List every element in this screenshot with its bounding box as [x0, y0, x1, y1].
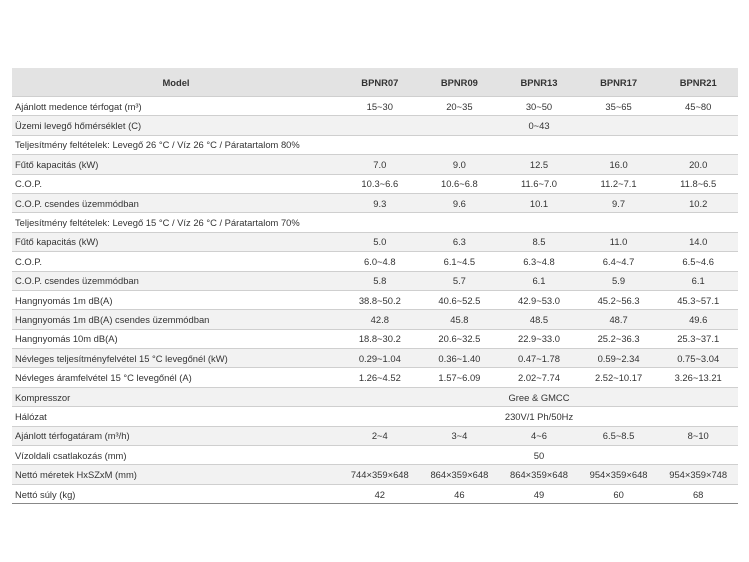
row-value: 5.9 — [579, 271, 659, 290]
table-row — [12, 232, 738, 251]
table-row — [12, 193, 738, 212]
row-value: 2.52~10.17 — [579, 368, 659, 387]
row-value: 6.5~4.6 — [658, 252, 738, 271]
table-row — [12, 310, 738, 329]
row-value: 38.8~50.2 — [340, 290, 420, 309]
table-row — [12, 407, 738, 426]
section-title: Teljesítmény feltételek: Levegő 15 °C / Víz 26 °C / Páratartalom 70% — [12, 213, 738, 232]
row-value: 60 — [579, 484, 659, 503]
row-value: 42.9~53.0 — [499, 290, 579, 309]
row-value: 35~65 — [579, 97, 659, 116]
row-value: 45.3~57.1 — [658, 290, 738, 309]
row-value: 20.0 — [658, 155, 738, 174]
row-value-shared: 0~43 — [340, 116, 738, 135]
row-value: 45~80 — [658, 97, 738, 116]
row-label: Ajánlott térfogatáram (m³/h) — [12, 426, 340, 445]
row-value: 1.26~4.52 — [340, 368, 420, 387]
row-label: C.O.P. csendes üzemmódban — [12, 193, 340, 212]
table-row — [12, 465, 738, 484]
row-value: 0.75~3.04 — [658, 349, 738, 368]
row-value: 20.6~32.5 — [420, 329, 500, 348]
row-label: C.O.P. — [12, 174, 340, 193]
row-label: Nettó méretek HxSZxM (mm) — [12, 465, 340, 484]
table-row — [12, 116, 738, 135]
row-value: 5.8 — [340, 271, 420, 290]
row-value: 10.6~6.8 — [420, 174, 500, 193]
row-value: 864×359×648 — [499, 465, 579, 484]
row-value: 8.5 — [499, 232, 579, 251]
row-value: 30~50 — [499, 97, 579, 116]
row-value: 2~4 — [340, 426, 420, 445]
row-value: 6.4~4.7 — [579, 252, 659, 271]
row-value: 6.3~4.8 — [499, 252, 579, 271]
table-row — [12, 174, 738, 193]
row-label: C.O.P. — [12, 252, 340, 271]
row-value: 46 — [420, 484, 500, 503]
row-label: Nettó súly (kg) — [12, 484, 340, 503]
section-row — [12, 135, 738, 154]
row-value: 16.0 — [579, 155, 659, 174]
row-value: 10.3~6.6 — [340, 174, 420, 193]
row-value: 9.0 — [420, 155, 500, 174]
row-label: Hangnyomás 1m dB(A) csendes üzemmódban — [12, 310, 340, 329]
row-value: 42 — [340, 484, 420, 503]
row-value: 9.7 — [579, 193, 659, 212]
row-label: Kompresszor — [12, 387, 340, 406]
section-title: Teljesítmény feltételek: Levegő 26 °C / Víz 26 °C / Páratartalom 80% — [12, 135, 738, 154]
row-value: 6.5~8.5 — [579, 426, 659, 445]
table-row — [12, 271, 738, 290]
row-label: Ajánlott medence térfogat (m³) — [12, 97, 340, 116]
row-value: 20~35 — [420, 97, 500, 116]
row-value: 15~30 — [340, 97, 420, 116]
row-value: 9.6 — [420, 193, 500, 212]
section-row — [12, 213, 738, 232]
header-model: BPNR09 — [420, 68, 500, 97]
row-value-shared: 50 — [340, 446, 738, 465]
row-value: 7.0 — [340, 155, 420, 174]
header-row — [12, 68, 738, 97]
row-value: 954×359×648 — [579, 465, 659, 484]
row-value: 744×359×648 — [340, 465, 420, 484]
row-value: 6.1 — [499, 271, 579, 290]
row-label: Névleges áramfelvétel 15 °C levegőnél (A) — [12, 368, 340, 387]
row-value: 0.47~1.78 — [499, 349, 579, 368]
row-value: 18.8~30.2 — [340, 329, 420, 348]
row-value: 11.8~6.5 — [658, 174, 738, 193]
table-row — [12, 155, 738, 174]
row-value: 8~10 — [658, 426, 738, 445]
row-label: Üzemi levegő hőmérséklet (C) — [12, 116, 340, 135]
table-row — [12, 368, 738, 387]
header-model-label: Model — [12, 68, 340, 97]
row-value: 6.3 — [420, 232, 500, 251]
row-value: 10.1 — [499, 193, 579, 212]
row-label: Fűtő kapacitás (kW) — [12, 232, 340, 251]
row-label: Hálózat — [12, 407, 340, 426]
row-value: 5.0 — [340, 232, 420, 251]
row-value: 3~4 — [420, 426, 500, 445]
row-value: 25.2~36.3 — [579, 329, 659, 348]
row-value: 3.26~13.21 — [658, 368, 738, 387]
row-value-shared: 230V/1 Ph/50Hz — [340, 407, 738, 426]
table-row — [12, 329, 738, 348]
row-value-shared: Gree & GMCC — [340, 387, 738, 406]
row-label: Névleges teljesítményfelvétel 15 °C levegőnél (kW) — [12, 349, 340, 368]
table-row — [12, 426, 738, 445]
row-value: 2.02~7.74 — [499, 368, 579, 387]
row-value: 11.0 — [579, 232, 659, 251]
row-value: 10.2 — [658, 193, 738, 212]
row-value: 22.9~33.0 — [499, 329, 579, 348]
row-value: 6.0~4.8 — [340, 252, 420, 271]
spec-table — [12, 68, 738, 504]
row-value: 12.5 — [499, 155, 579, 174]
row-value: 49 — [499, 484, 579, 503]
row-value: 0.59~2.34 — [579, 349, 659, 368]
row-value: 11.6~7.0 — [499, 174, 579, 193]
row-value: 45.8 — [420, 310, 500, 329]
table-row — [12, 349, 738, 368]
row-value: 6.1 — [658, 271, 738, 290]
row-value: 40.6~52.5 — [420, 290, 500, 309]
table-row — [12, 252, 738, 271]
table-row — [12, 97, 738, 116]
row-value: 1.57~6.09 — [420, 368, 500, 387]
row-value: 11.2~7.1 — [579, 174, 659, 193]
row-value: 0.29~1.04 — [340, 349, 420, 368]
header-model: BPNR17 — [579, 68, 659, 97]
table-row — [12, 446, 738, 465]
row-value: 49.6 — [658, 310, 738, 329]
header-model: BPNR21 — [658, 68, 738, 97]
spec-body — [12, 97, 738, 504]
row-value: 864×359×648 — [420, 465, 500, 484]
row-label: Vízoldali csatlakozás (mm) — [12, 446, 340, 465]
row-value: 5.7 — [420, 271, 500, 290]
row-label: Hangnyomás 1m dB(A) — [12, 290, 340, 309]
row-value: 6.1~4.5 — [420, 252, 500, 271]
row-value: 68 — [658, 484, 738, 503]
row-label: Hangnyomás 10m dB(A) — [12, 329, 340, 348]
table-row — [12, 387, 738, 406]
row-label: Fűtő kapacitás (kW) — [12, 155, 340, 174]
header-model: BPNR13 — [499, 68, 579, 97]
table-row — [12, 290, 738, 309]
row-value: 25.3~37.1 — [658, 329, 738, 348]
row-value: 0.36~1.40 — [420, 349, 500, 368]
row-value: 45.2~56.3 — [579, 290, 659, 309]
row-label: C.O.P. csendes üzemmódban — [12, 271, 340, 290]
row-value: 48.5 — [499, 310, 579, 329]
row-value: 48.7 — [579, 310, 659, 329]
header-model: BPNR07 — [340, 68, 420, 97]
row-value: 954×359×748 — [658, 465, 738, 484]
row-value: 14.0 — [658, 232, 738, 251]
row-value: 9.3 — [340, 193, 420, 212]
row-value: 42.8 — [340, 310, 420, 329]
table-row — [12, 484, 738, 503]
row-value: 4~6 — [499, 426, 579, 445]
